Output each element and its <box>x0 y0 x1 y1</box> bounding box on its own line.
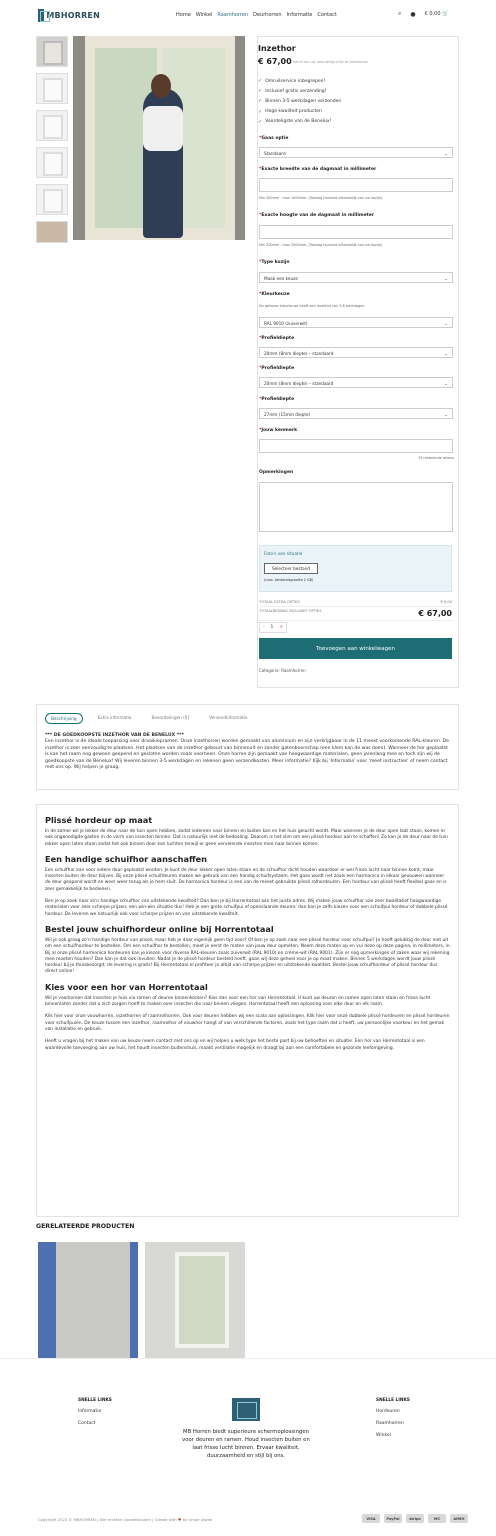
thumbnail[interactable] <box>36 184 68 215</box>
footer-links-left <box>78 1398 112 1433</box>
remarks-textarea[interactable] <box>259 482 453 532</box>
check-icon: ✓ <box>258 118 263 125</box>
nav-winkel[interactable]: Winkel <box>195 12 213 18</box>
check-icon: ✓ <box>258 78 263 84</box>
kozijn-select[interactable]: Maak een keuze ⌄ <box>259 272 453 283</box>
product-image[interactable] <box>145 1242 245 1370</box>
field-label: *Profieldiepte <box>259 397 295 402</box>
usp-item: ✓ Hoge kwaliteit producten <box>258 108 322 115</box>
footer-heading: SNELLE LINKS <box>376 1398 410 1403</box>
tab-bar <box>45 713 253 724</box>
site-logo[interactable] <box>38 8 100 22</box>
article-paragraph: In de zomer wil je lekker de deur naar de tuin open hebben, zodat iedereen naar binnen en buiten kan en het huis gelucht wordt. Maar wanneer je de deur open laat staan, komen er ook ongenodigde gasten in de vorm van insecten binnen. Dat is natuurlijk niet de bedoeling. Daarom is het slim om een plissé hordeur aan te schaffen! Zo kan je de deur naar de tuin lekker open laten staan zodat het ook binnen door kan luchten terwijl er geen vervelende insecten mee naar binnen komen. <box>45 829 448 847</box>
footer-heading: SNELLE LINKS <box>78 1398 112 1403</box>
usp-item: ✓ Omruilservice inbegrepen! <box>258 78 326 84</box>
color-select[interactable]: RAL 9010 (zuiverwit) ⌄ <box>259 317 453 328</box>
footer-link-raamhorren[interactable]: Raamhorren <box>376 1421 404 1426</box>
product-category[interactable]: Categorie: Raamhorren <box>259 668 306 673</box>
header-icons <box>398 10 448 18</box>
height-input[interactable] <box>259 225 453 239</box>
width-input[interactable] <box>259 178 453 192</box>
footer-link-hordeuren[interactable]: Hordeuren <box>376 1409 400 1414</box>
chevron-down-icon: ⌄ <box>444 151 448 156</box>
field-label: *Exacte breedte van de dagmaat in millimeter <box>259 167 377 172</box>
nav-deurhorren[interactable]: Deurhorren <box>253 12 282 18</box>
footer-link-contact[interactable]: Contact <box>78 1421 96 1426</box>
check-icon: ✓ <box>258 88 263 95</box>
product-title: Inzethor <box>258 44 296 53</box>
field-label: *Profieldiepte <box>259 336 295 341</box>
article-paragraph: Ben je op zoek naar zo'n handige schuifhor van uitstekende kwaliteit? Dan ben je bij Horrentotaal aan het juiste adres. Wij maken jouw schuifhor van zeer kwalitatief hoogwaardige materialen voor zeer scherpe prijzen; een win-win situatie dus! Heb je een grote schuifpui of openslaande deuren; dan kan je zelfs kiezen voor een schuifpui hordeur of dubbele plissé hordeur. De leveren we natuurlijk ook voor scherpe prijzen en van uitstekende kwaliteit. <box>45 899 448 917</box>
upload-label: Foto's van situatie <box>264 551 303 556</box>
product-image[interactable] <box>38 1242 138 1370</box>
field-label: *Type kozijn <box>259 260 290 265</box>
payment-icons <box>362 1514 468 1523</box>
quantity-value[interactable]: 1 <box>270 625 274 630</box>
profile-depth-select[interactable]: 27mm (15mm diepte) ⌄ <box>259 408 453 419</box>
thumbnail[interactable] <box>36 36 68 67</box>
nav-informatie[interactable]: Informatie <box>286 12 313 18</box>
minus-button[interactable]: - <box>262 625 265 630</box>
profile-depth-select[interactable]: 20mm (8mm diepte) – standaard ⌄ <box>259 347 453 358</box>
price-note: Vanaf om uw voordelige prijs te berekenen <box>293 60 369 64</box>
check-icon: ✓ <box>258 108 263 115</box>
tab-content <box>45 733 453 771</box>
chevron-down-icon: ⌄ <box>444 321 448 326</box>
tab-beoordelingen[interactable]: Beoordelingen (0) <box>151 715 190 720</box>
field-label: *Kleurkeuze <box>259 292 290 297</box>
field-hint: Min 200mm - max 2000mm. (Toeslag horizont afhankelijk van uw kozijn) <box>259 243 383 247</box>
check-icon: ✓ <box>258 98 263 105</box>
char-counter: 15 resterende tekens <box>418 456 455 460</box>
nav-contact[interactable]: Contact <box>317 12 337 18</box>
usp-item: ✓ Voordeligste van de Benelux! <box>258 118 332 125</box>
related-title: GERELATEERDE PRODUCTEN <box>36 1223 135 1230</box>
footer-link-informatie[interactable]: Informatie <box>78 1409 102 1414</box>
logo-icon <box>38 9 44 22</box>
article-paragraph: Een schuifhor kan voor iedere deur geplaatst worden. Je kunt de deur lekker open laten staan en de schuifhor dicht houden waardoor er wel frisse lucht naar binnen komt, maar insecten buiten de deur blijven. Bij onze plissé schuifdeuren maken we gebruik van een handig schuifsysteem. Het gaas wordt net zoals een harmonica in elkaar gevouwen wanneer de deur geopend wordt en weer weer terug als je hem sluit. De harmonica hordeur is een van de meest gebruikte plissé rolhordeuren. Een hordeur van plissé heeft flexibel gaas en is zeer gemakkelijk te bedienen. <box>45 867 447 892</box>
remarks-label: Opmerkingen <box>259 470 294 475</box>
footer-logo <box>232 1398 260 1421</box>
cart-button[interactable] <box>425 11 449 17</box>
tab-beschrijving[interactable]: Beschrijving <box>45 713 83 724</box>
profile-depth-select[interactable]: 20mm (8mm diepte) – standaard ⌄ <box>259 377 453 388</box>
upload-box <box>259 545 452 592</box>
tab-body: Een inzethor is de ideale toepassing voor draaikiepramen. Onze inzethorren worden gemaakt van aluminium en zijn verkrijgbaar in de 11 meest voorkomende RAL-kleuren. De inzethor is zeer eenvoudig te plaatsen. Het plaatsen van de inzethor gebeurt van binnenuit en zonder gatenboorschap (een klem kan de was doen). Wanneer de hor geplaatst is kan het raam nog gewoon geopend en gesloten worden zoals voorheen. Onze horren zijn gemaakt van hoogwaardige materialen, geen jarenlang mee en toch zijn wij de goedkoopste van de Benelux! Wij leveren binnen 3-5 werkdagen en rekenen geen verzendkosten. Meer informatie? Kijk bij 'Informatie' voor 'meet instructies' of neem contact met ons op. Wij helpen je graag. <box>45 739 450 771</box>
field-hint: Min 200mm - max 1000mm. (Toeslag horizont afhankelijk van uw kozijn) <box>259 196 383 200</box>
article-paragraph: Heeft u vragen bij het maken van uw keuze neem contact met ons op en wij helpen u welk type het beste past bij uw behoeften en situatie. Een hor van Horrentotaal is een waardevolle toevoeging aan uw huis, het houdt insecten buitenshuis, maakt ventilatie mogelijk en draagt bij aan een comfortabele en gezonde leefomgeving. <box>45 1039 425 1051</box>
usp-list <box>258 78 341 129</box>
total-row: TOTAALBEDRAG INCLUSIEF OPTIES € 67,00 <box>259 607 452 621</box>
search-icon[interactable]: ⌕ <box>398 10 402 17</box>
visa-icon: VISA <box>362 1514 380 1523</box>
article-heading: Kies voor een hor van Horrentotaal <box>45 981 208 992</box>
article-paragraph: Wil je voorkomen dat insecten je huis via ramen of deuren binnenkomen? Kies dan voor een hor van Horrentotaal. U kunt uw deuren en ramen open laten staan en frisse lucht binnenlaten zonder dat u zich zorgen hoeft te maken over insecten die naar binnen vliegen. Horrentotaal heeft een oplossing voor elke deur en elk raam. <box>45 995 431 1008</box>
gaas-select[interactable]: Standaard ⌄ <box>259 147 453 158</box>
logo-text: MBHORREN <box>46 10 100 20</box>
heart-icon: ♥ <box>177 1517 182 1522</box>
article-heading: Bestel jouw schuifhordeur online bij Horrentotaal <box>45 923 274 934</box>
add-to-cart-button[interactable]: Toevoegen aan winkelwagen <box>259 638 452 659</box>
nav-home[interactable]: Home <box>176 12 191 18</box>
chevron-down-icon: ⌄ <box>444 276 448 281</box>
tab-verzendinformatie[interactable]: Verzendinformatie <box>209 715 248 720</box>
thumbnail-list <box>36 36 68 249</box>
thumbnail[interactable] <box>36 147 68 178</box>
article-paragraph: Klik hier voor onze vouwhorren, inzethorren of raamrolhorren. Ook voor deuren hebben wij een scala aan oplossingen. Klik hier voor onze dubbele plissé hordeuren en plissé hordeuren voor schuifpuien. De keuze tussen een inzethor, raamrolhor of vouwhor hangt af van verschillende factoren, zoals het type raam dat u heeft, uw persoonlijke voorkeur en het gemak van installatie en gebruik. <box>45 1014 450 1032</box>
chevron-down-icon: ⌄ <box>444 351 448 356</box>
thumbnail[interactable] <box>36 110 68 141</box>
thumbnail[interactable] <box>36 73 68 104</box>
footer-link-winkel[interactable]: Winkel <box>376 1433 391 1438</box>
article-heading: Plissé hordeur op maat <box>45 815 153 825</box>
field-label: *Gaas optie <box>259 136 289 141</box>
cart-icon: 🛒 <box>442 11 449 17</box>
stripe-icon: stripe <box>406 1514 424 1523</box>
description-tabs <box>36 704 459 790</box>
thumbnail[interactable] <box>36 221 68 243</box>
total-extra-row: TOTAAL EXTRA OPTIES € 0,00 <box>259 598 452 607</box>
nav-raamhorren[interactable]: Raamhorren <box>217 12 249 18</box>
amex-icon: AMEX <box>450 1514 468 1523</box>
usp-item: ✓ Binnen 3-5 werkdagen verzonden <box>258 98 342 105</box>
article-heading: Een handige schuifhor aanschaffen <box>45 853 208 864</box>
field-label: *Profieldiepte <box>259 366 295 371</box>
field-label: *Exacte hoogte van de dagmaat in millimeter <box>259 213 375 218</box>
field-hint: De gekozen kleurkeuze heeft een levertijd van 3-8 werkdagen <box>259 304 365 308</box>
totals-table <box>259 598 452 621</box>
mastercard-icon: MC <box>428 1514 446 1523</box>
reference-input[interactable] <box>259 439 453 453</box>
plus-button[interactable]: + <box>279 625 284 630</box>
tab-heading: *** DE GOEDKOOPSTE INZETHOR VAN DE BENELUX *** <box>45 733 184 738</box>
usp-item: ✓ Inclusief gratis verzending! <box>258 88 327 95</box>
paypal-icon: PayPal <box>384 1514 402 1523</box>
product-price: € 67,00 <box>258 57 292 66</box>
tab-extra-informatie[interactable]: Extra informatie <box>97 715 132 720</box>
footer-links-right <box>376 1398 410 1445</box>
quantity-stepper[interactable] <box>259 622 287 633</box>
user-icon[interactable]: ● <box>410 10 416 18</box>
field-label: *Jouw kenmerk <box>259 428 298 433</box>
upload-hint: (max. bestandsgrootte 2 GB) <box>264 578 314 582</box>
cart-total: € 0,00 <box>424 11 441 17</box>
product-main-image[interactable] <box>73 36 245 240</box>
chevron-down-icon: ⌄ <box>444 381 448 386</box>
main-nav <box>176 12 337 18</box>
article-paragraph: Wil je ook graag zo'n handige hordeur van plissé, maar heb je daar eigenlijk geen tijd voor? Of ben je op zoek naar een plissé hordeur voor schuifpui? Je hoeft gelukkig de deur niet uit om een schuifhordeur te bestellen. Om een schuifhor te bestellen, moet je eerst de maten van jouw deur opmeten. Neem deze maten op en vul deze op deze pagina, in millimeters, in. Bij al onze plissé harmonica hordeuren kan je kiezen voor diverse RAL-kleuren zoals zuiverwit (RAL 9010) en crème-wit (RAL 9001). Zijn er nog opmerkingen of zaken waar wij rekening mee moeten houden? Dan kan je dat ook invullen. Nadat je de plissé hordeur besteld heeft, gaan wij deze geheel voor je op maat maken. Binnen 5 werkdagen wordt jouw plissé hordeur bij je thuisbezorgd; de levering is gratis! Bij Horrentotaal.nl profiteer je altijd van scherpe prijzen en uitstekende kwaliteit. Bestel jouw schuifhordeur of plissé hordeur dus direct online! <box>45 937 451 975</box>
copyright: Copyright 2023 © MBHORREN | Alle rechten voorbehouden | Create with ♥ by Umair Jawed <box>38 1517 213 1522</box>
seo-article <box>36 804 459 1217</box>
select-file-button[interactable]: Selecteer bestand <box>264 563 318 574</box>
chevron-down-icon: ⌄ <box>444 412 448 417</box>
footer-text: MB Horren biedt superieure schermoplossingen voor deuren en ramen. Houd insecten buiten en laat frisse lucht binnen. Ervaar kwaliteit, duurzaamheid en stijl bij ons. <box>182 1429 310 1459</box>
